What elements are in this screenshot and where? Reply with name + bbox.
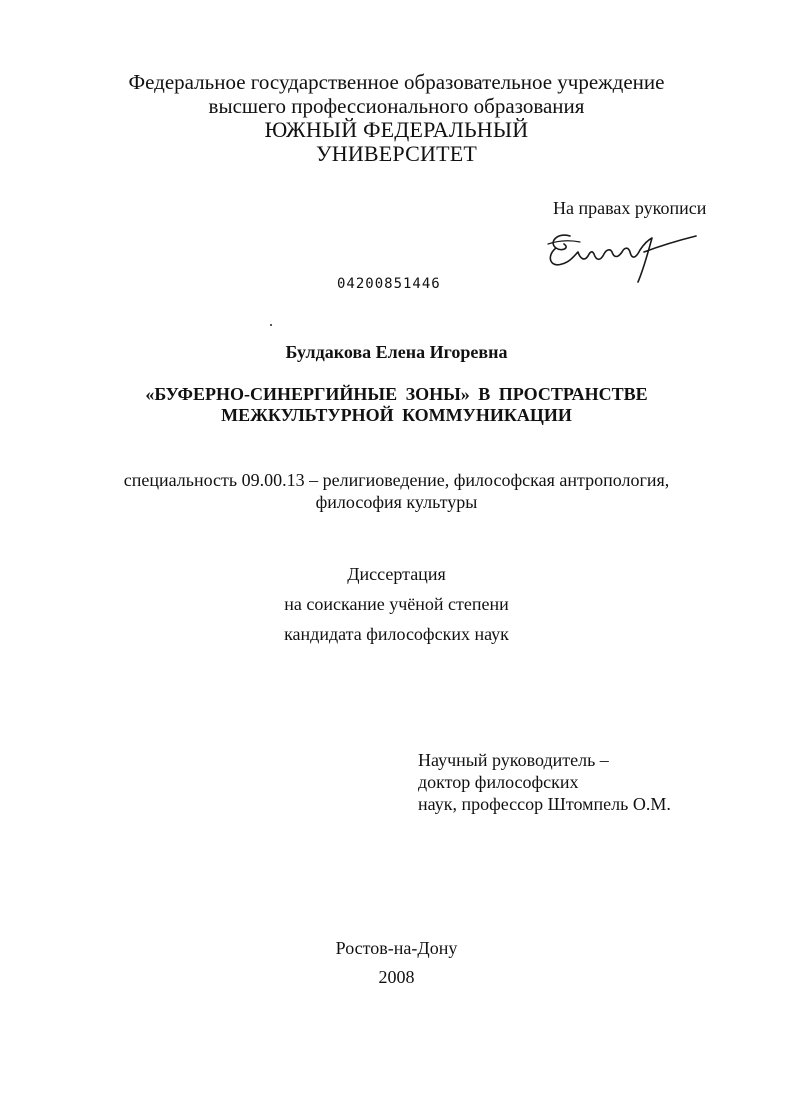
institution-line-1: Федеральное государственное образовательное учреждение: [128, 70, 665, 94]
scan-speck: [270, 324, 272, 326]
university-name-line-1: ЮЖНЫЙ ФЕДЕРАЛЬНЫЙ: [264, 117, 529, 142]
specialty-line-2: философия культуры: [315, 492, 478, 512]
degree-statement: [0, 559, 793, 649]
title-line-2: МЕЖКУЛЬТУРНОЙ КОММУНИКАЦИИ: [221, 405, 572, 425]
signature-icon: [540, 222, 700, 292]
supervisor-line-2: доктор философских: [418, 772, 579, 792]
institution-line-2: высшего профессионального образования: [208, 94, 585, 118]
degree-line-3: кандидата философских наук: [284, 624, 509, 644]
author-name: Булдакова Елена Игоревна: [285, 342, 508, 362]
dissertation-title: [0, 384, 793, 426]
institution-header: [0, 70, 793, 166]
supervisor-line-3: наук, профессор Штомпель О.М.: [418, 794, 671, 814]
manuscript-rights: На правах рукописи: [553, 198, 707, 218]
supervisor-line-1: Научный руководитель –: [418, 750, 609, 770]
degree-line-2: на соискание учёной степени: [284, 594, 509, 614]
specialty-line-1: специальность 09.00.13 – религиоведение, философская антропология,: [123, 470, 670, 490]
university-name-line-2: УНИВЕРСИТЕТ: [315, 141, 478, 166]
year: 2008: [378, 967, 415, 987]
title-line-1: «БУФЕРНО-СИНЕРГИЙНЫЕ ЗОНЫ» В ПРОСТРАНСТВЕ: [145, 384, 648, 404]
scientific-supervisor: [418, 749, 671, 815]
degree-line-1: Диссертация: [347, 564, 446, 584]
library-stamp-number: 04200851446: [337, 276, 441, 292]
specialty: [0, 469, 793, 513]
city: Ростов-на-Дону: [335, 938, 458, 958]
